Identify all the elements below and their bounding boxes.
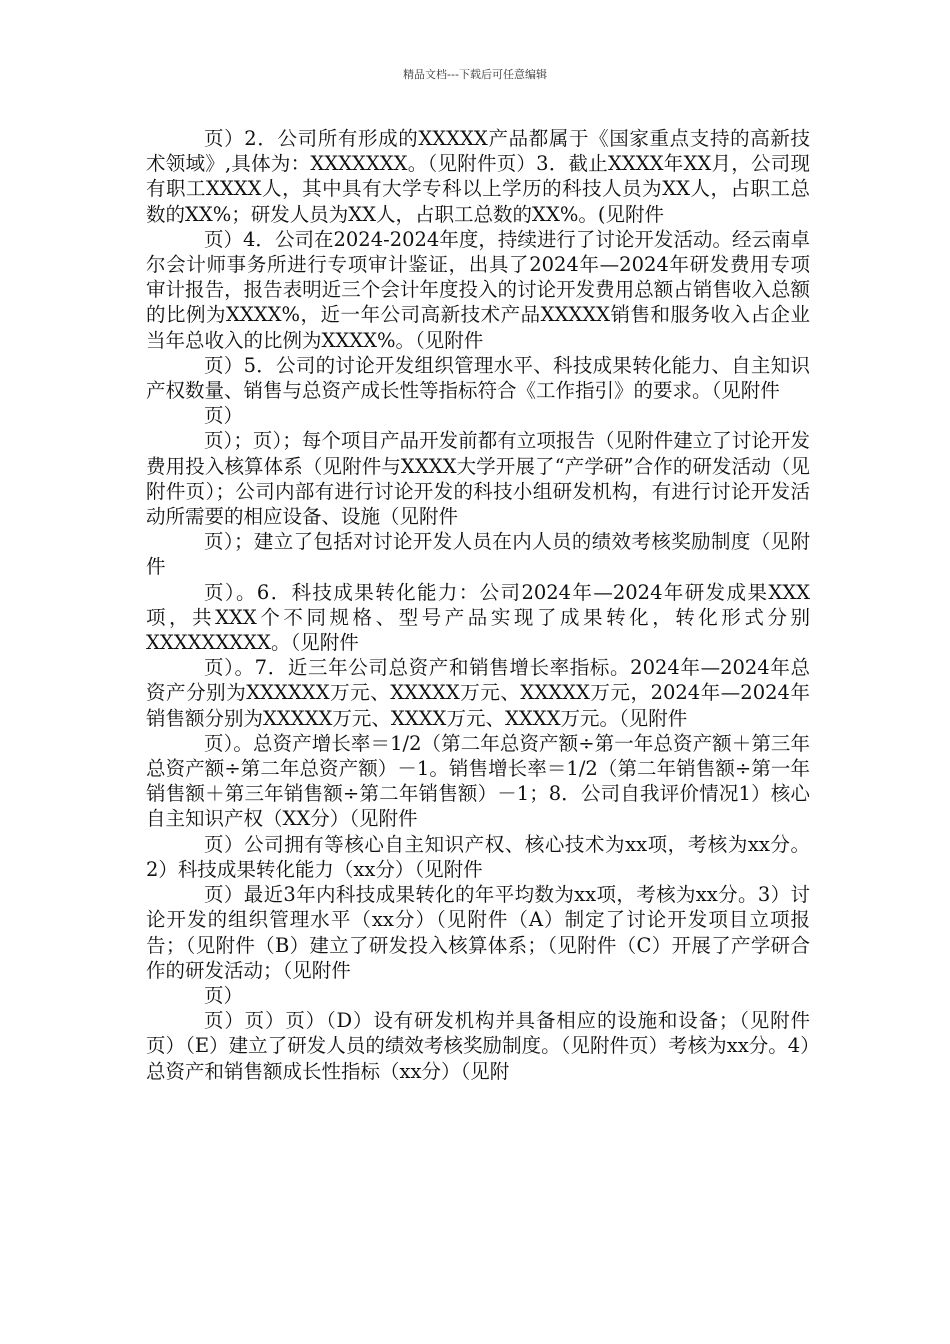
paragraph: 页）4．公司在2024-2024年度，持续进行了讨论开发活动。经云南卓尔会计师事务所进行专项审计鉴证，出具了2024年—2024年研发费用专项审计报告，报告表明近三个会计年度投入的讨论开发费用总额占销售收入总额的比例为XXXX%，近一年公司高新技术产品XXXXX销售和服务收入占企业当年总收入的比例为XXXX%。（见附件 bbox=[146, 227, 810, 352]
paragraph: 页）。7．近三年公司总资产和销售增长率指标。2024年—2024年总资产分别为XXXXXX万元、XXXXX万元、XXXXX万元，2024年—2024年销售额分别为XXXXX万元、XXXX万元、XXXX万元。（见附件 bbox=[146, 656, 810, 730]
paragraph: 页）最近3年内科技成果转化的年平均数为xx项，考核为xx分。3）讨论开发的组织管理水平（xx分）（见附件（A）制定了讨论开发项目立项报告；（见附件（B）建立了研发投入核算体系；（见附件（C）开展了产学研合作的研发活动；（见附件 bbox=[146, 883, 810, 982]
paragraph: 页）。6．科技成果转化能力：公司2024年—2024年研发成果XXX项，共XXX个不同规格、型号产品实现了成果转化，转化形式分别XXXXXXXXX。（见附件 bbox=[146, 580, 810, 655]
paragraph: 页）；页）；每个项目产品开发前都有立项报告（见附件建立了讨论开发费用投入核算体系（见附件与XXXX大学开展了“产学研”合作的研发活动（见附件页）；公司内部有进行讨论开发的科技小组研发机构，有进行讨论开发活动所需要的相应设备、设施（见附件 bbox=[146, 429, 810, 529]
page-header: 精品文档---下载后可任意编辑 bbox=[403, 68, 547, 81]
paragraph: 页） bbox=[204, 404, 244, 428]
paragraph: 页）页）页）（D）设有研发机构并具备相应的设施和设备；（见附件页）（E）建立了研发人员的绩效考核奖励制度。（见附件页）考核为xx分。4）总资产和销售额成长性指标（xx分）（见附 bbox=[146, 1009, 810, 1083]
paragraph: 页）5．公司的讨论开发组织管理水平、科技成果转化能力、自主知识产权数量、销售与总资产成长性等指标符合《工作指引》的要求。（见附件 bbox=[146, 353, 810, 403]
document-body bbox=[146, 126, 810, 1084]
paragraph: 页）公司拥有等核心自主知识产权、核心技术为xx项，考核为xx分。2）科技成果转化能力（xx分）（见附件 bbox=[146, 832, 810, 881]
paragraph: 页）；建立了包括对讨论开发人员在内人员的绩效考核奖励制度（见附件 bbox=[146, 530, 810, 579]
paragraph: 页） bbox=[204, 983, 244, 1007]
paragraph: 页）。总资产增长率＝1/2（第二年总资产额÷第一年总资产额＋第三年总资产额÷第二年总资产额）－1。销售增长率＝1/2（第二年销售额÷第一年销售额＋第三年销售额÷第二年销售额）－1；8．公司自我评价情况1）核心自主知识产权（XX分）（见附件 bbox=[146, 731, 810, 831]
paragraph: 页）2．公司所有形成的XXXXX产品都属于《国家重点支持的高新技术领域》,具体为：XXXXXXX。（见附件页）3．截止XXXX年XX月，公司现有职工XXXX人，其中具有大学专科以上学历的科技人员为XX人，占职工总数的XX%；研发人员为XX人，占职工总数的XX%。(见附件 bbox=[146, 127, 810, 226]
